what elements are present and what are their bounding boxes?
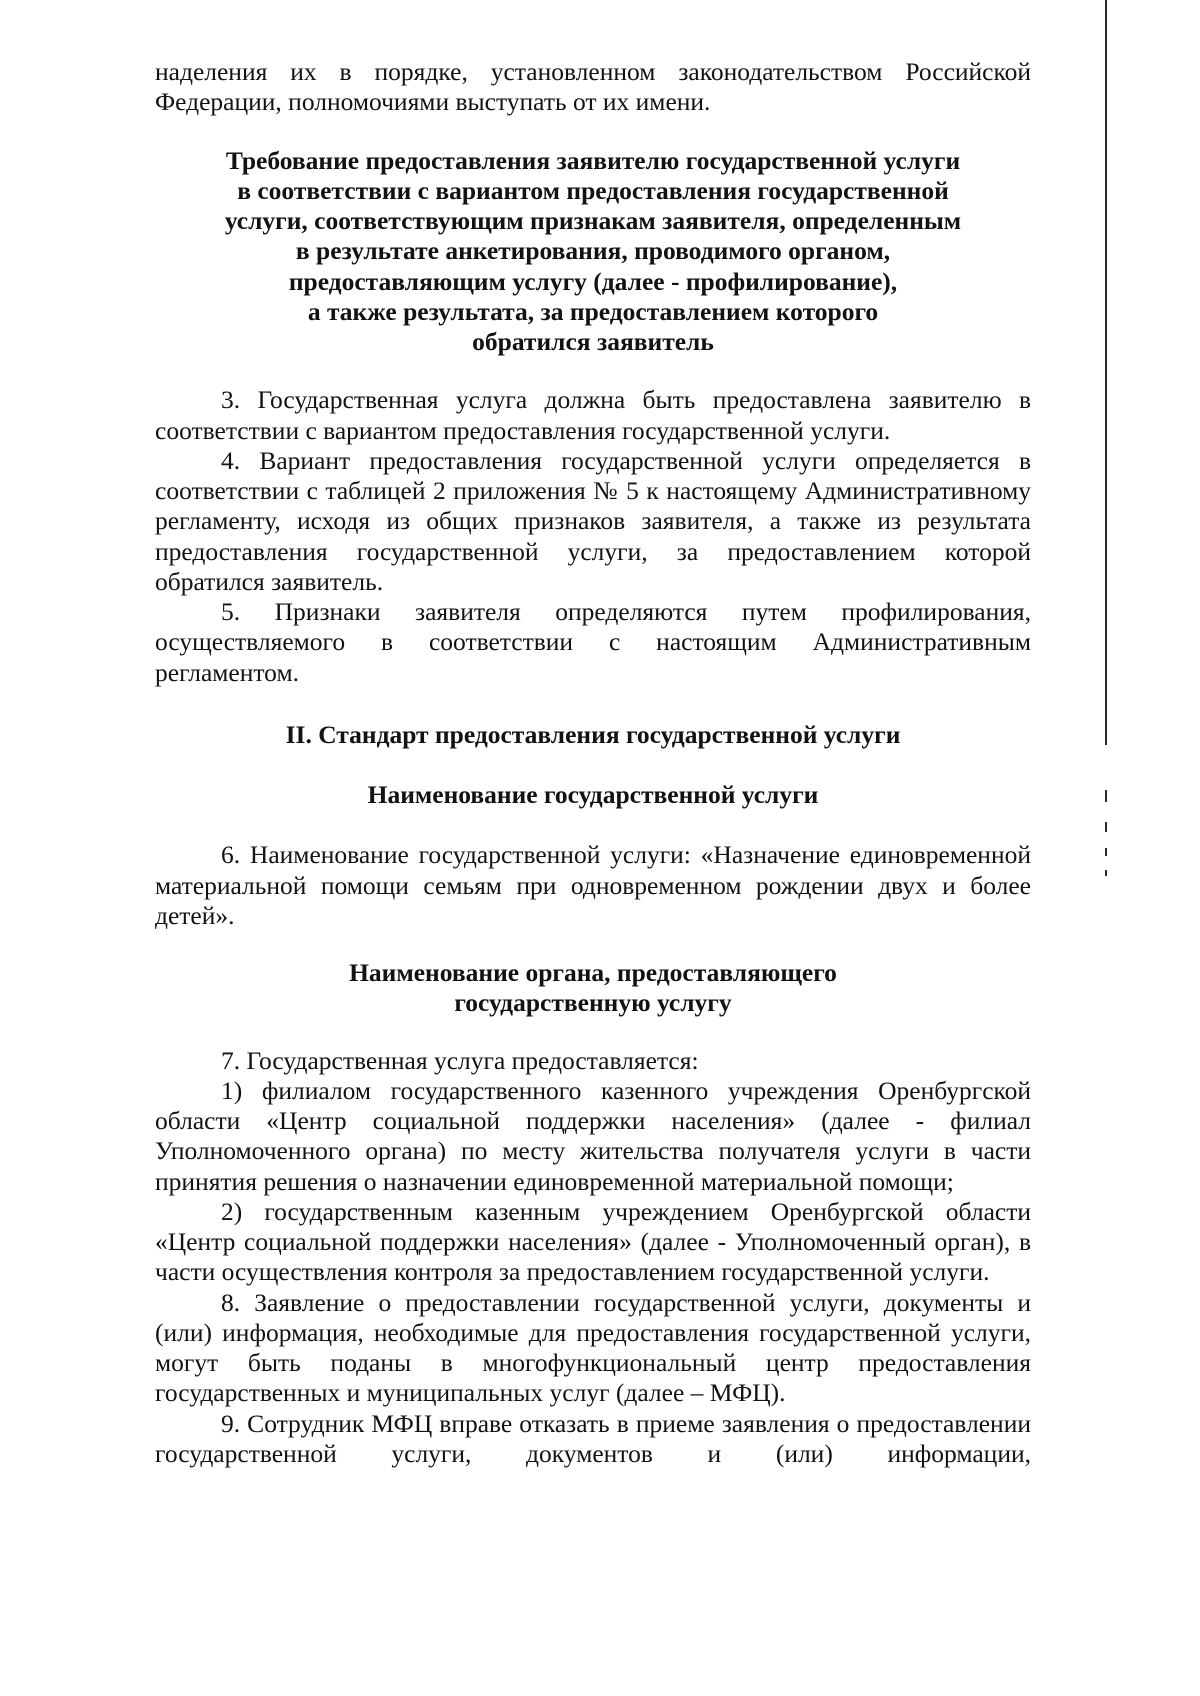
heading-service-name (155, 780, 1031, 810)
heading-line: в результате анкетирования, проводимого органом, (295, 236, 891, 266)
paragraph-item-5: 5. Признаки заявителя определяются путем профилирования, осуществляемого в соответствии с настоящим Административным регламентом. (155, 597, 1031, 687)
heading-requirement (155, 146, 1031, 358)
heading-line: в соответствии с вариантом предоставления государственной (237, 175, 949, 205)
paragraph-item-7: 7. Государственная услуга предоставляется: (221, 1045, 699, 1075)
heading-line: II. Стандарт предоставления государственной услуги (285, 719, 901, 749)
heading-line: государственную услугу (454, 988, 732, 1018)
heading-authority (155, 958, 1031, 1019)
paragraph-item-8: 8. Заявление о предоставлении государственной услуги, документы и (или) информация, необходимые для предоставления государственной услуги, могут быть поданы в многофункциональный центр предоставления государственных и муниципальных услуг (далее – МФЦ). (155, 1287, 1031, 1408)
scan-edge-dash (1105, 790, 1107, 802)
document-page (155, 57, 1031, 1469)
paragraph-item-9: 9. Сотрудник МФЦ вправе отказать в приеме заявления о предоставлении государственной услуги, документов и (или) информации, (155, 1408, 1031, 1468)
section-heading-standard (155, 720, 1031, 750)
heading-line: Требование предоставления заявителю государственной услуги (225, 145, 961, 175)
scan-edge-dash (1105, 848, 1107, 856)
paragraph-item-4: 4. Вариант предоставления государственной услуги определяется в соответствии с таблицей 2 приложения № 5 к настоящему Административному регламенту, исходя из общих признаков заявителя, а также из результата предоставления государственной услуги, за предоставлением которой обратился заявитель. (155, 445, 1031, 596)
scan-edge-line (1105, 0, 1107, 745)
paragraph-item-7-1: 1) филиалом государственного казенного учреждения Оренбургской области «Центр социальной поддержки населения» (далее - филиал Уполномоченного органа) по месту жительства получателя услуги в части принятия решения о назначении единовременной материальной помощи; (155, 1075, 1031, 1196)
paragraph-item-7-2: 2) государственным казенным учреждением Оренбургской области «Центр социальной поддержки населения» (далее - Уполномоченный орган), в части осуществления контроля за предоставлением государственной услуги. (155, 1196, 1031, 1287)
heading-line: Наименование государственной услуги (367, 780, 819, 809)
heading-line: услуги, соответствующим признакам заявителя, определенным (224, 206, 962, 235)
scan-edge-dash (1105, 870, 1107, 876)
heading-line: а также результата, за предоставлением которого (307, 296, 879, 326)
heading-line: предоставляющим услугу (далее - профилирование), (288, 266, 898, 296)
paragraph-continuation: наделения их в порядке, установленном законодательством Российской Федерации, полномочиями выступать от их имени. (155, 57, 1031, 117)
paragraph-item-6: 6. Наименование государственной услуги: «Назначение единовременной материальной помощи семьям при одновременном рождении двух и более детей». (155, 840, 1031, 930)
heading-line: Наименование органа, предоставляющего (349, 958, 837, 987)
heading-line: обратился заявитель (472, 327, 714, 356)
paragraph-item-3: 3. Государственная услуга должна быть предоставлена заявителю в соответствии с вариантом предоставления государственной услуги. (155, 385, 1031, 445)
scan-edge-dash (1105, 822, 1107, 832)
